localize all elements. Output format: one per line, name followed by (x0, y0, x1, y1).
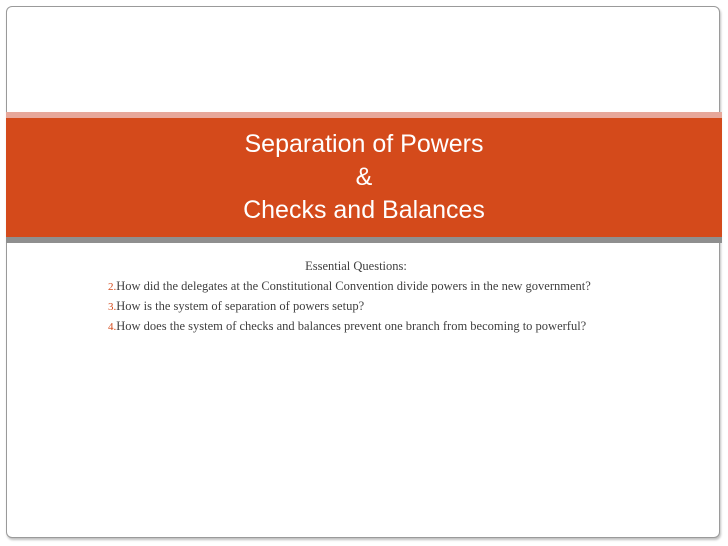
question-number: 2. (108, 281, 117, 293)
essential-questions-heading: Essential Questions: (305, 259, 407, 273)
question-number: 3. (108, 301, 117, 313)
question-item (108, 319, 604, 334)
question-number: 4. (108, 321, 117, 333)
slide-title (200, 128, 528, 227)
question-item (108, 299, 604, 314)
title-line-1: Separation of Powers (244, 130, 484, 158)
title-band-bottom-stripe (6, 237, 722, 243)
question-item (108, 279, 604, 294)
slide-body (108, 259, 604, 339)
question-text: How does the system of checks and balances prevent one branch from becoming to powerful? (116, 319, 587, 333)
question-text: How did the delegates at the Constitutional Convention divide powers in the new government? (116, 279, 591, 293)
question-text: How is the system of separation of powers setup? (116, 299, 365, 313)
title-line-3: Checks and Balances (243, 196, 485, 224)
title-line-2: & (355, 163, 373, 191)
